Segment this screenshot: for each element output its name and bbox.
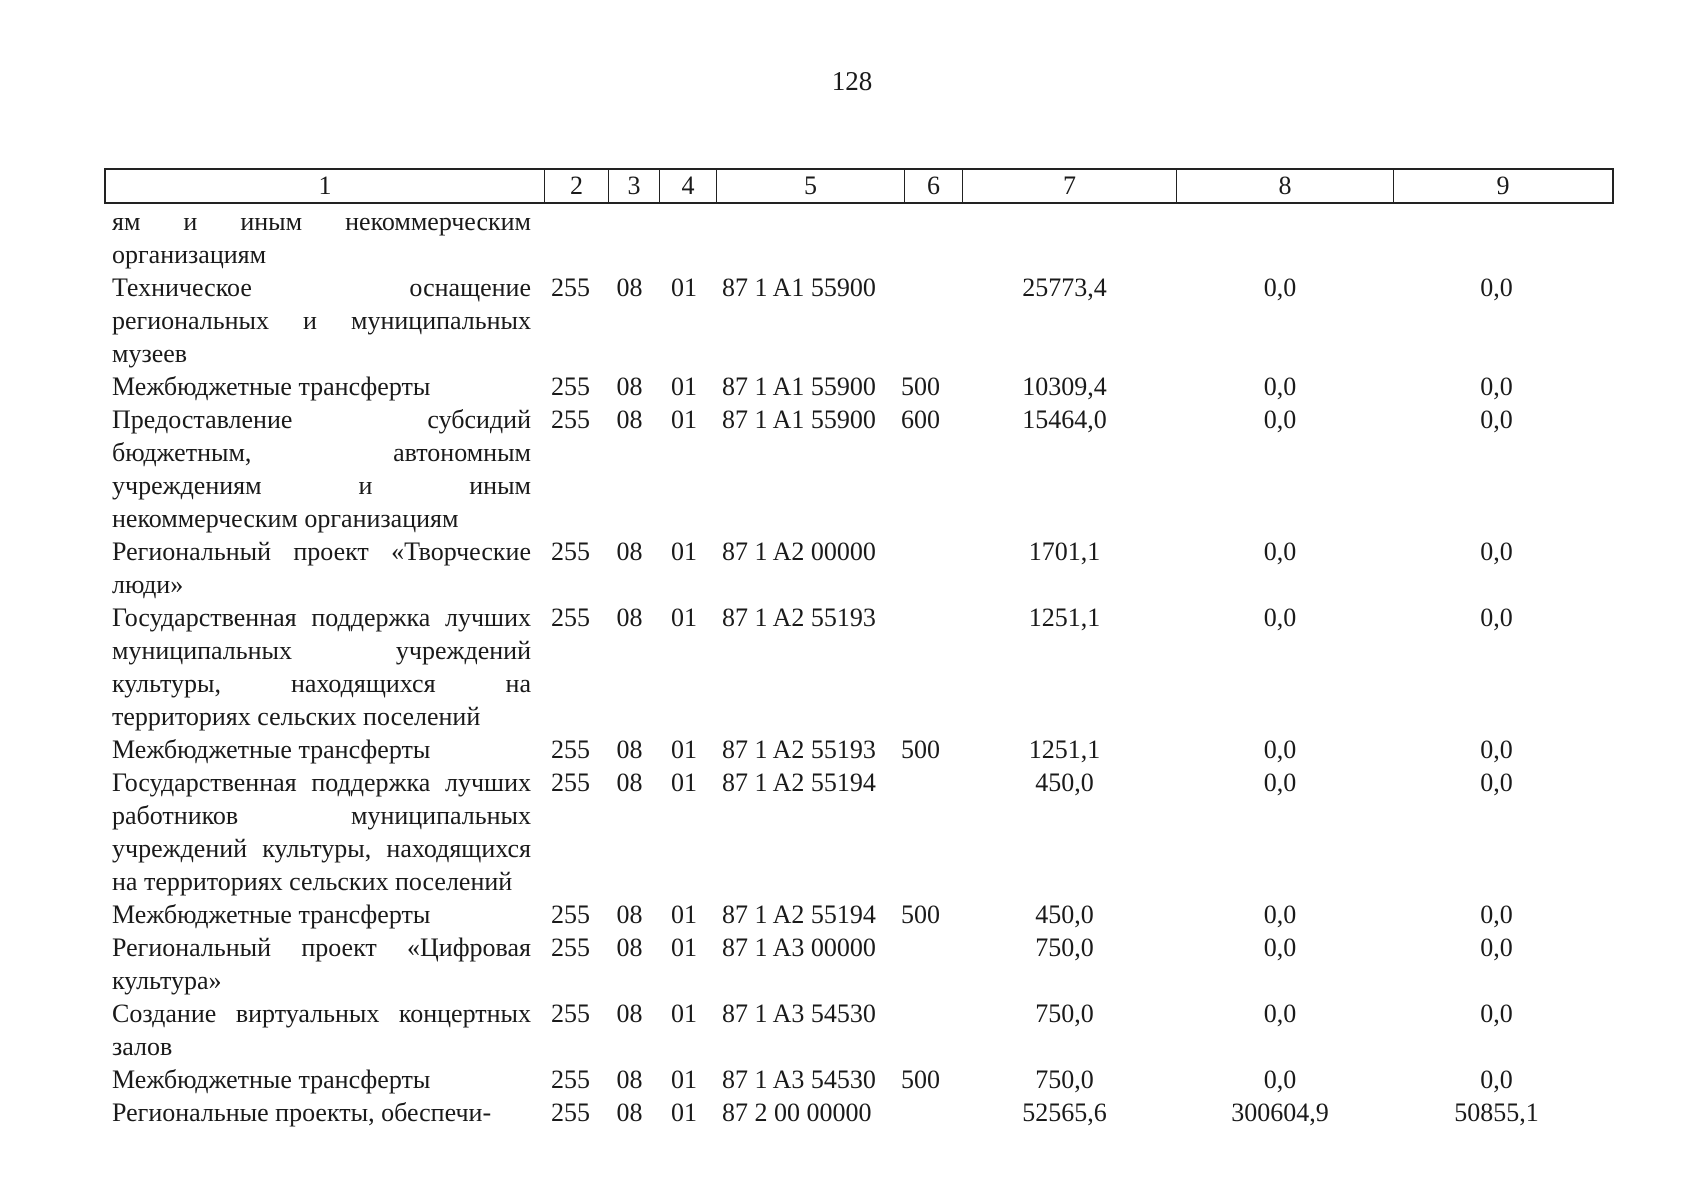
row-col-7: 750,0 xyxy=(1035,999,1094,1028)
row-col-2: 255 xyxy=(551,273,590,302)
row-col-4 xyxy=(655,205,713,271)
row-col-5: 87 1 A2 55193 xyxy=(722,603,876,632)
row-col-5: 87 1 A3 54530 xyxy=(722,999,876,1028)
table-row xyxy=(104,271,1614,370)
row-col-5: 87 1 A2 00000 xyxy=(722,537,876,566)
row-name: Межбюджетные трансферты xyxy=(112,1065,431,1094)
row-col-4: 01 xyxy=(671,537,697,566)
row-col-2: 255 xyxy=(551,1065,590,1094)
row-col-9: 0,0 xyxy=(1480,603,1513,632)
row-col-5: 87 1 A3 54530 xyxy=(722,1065,876,1094)
row-col-8: 0,0 xyxy=(1263,933,1297,962)
row-col-8: 0,0 xyxy=(1263,735,1297,764)
row-col-3: 08 xyxy=(616,735,643,764)
row-col-4: 01 xyxy=(671,273,697,302)
table-body xyxy=(104,205,1614,1129)
row-col-9: 0,0 xyxy=(1480,999,1513,1028)
row-name: Создание виртуальных концертных залов xyxy=(112,999,531,1061)
page-number: 128 xyxy=(831,66,873,96)
row-col-3: 08 xyxy=(616,273,643,302)
table-row xyxy=(104,1063,1614,1096)
row-col-9: 0,0 xyxy=(1480,273,1513,302)
row-col-6: 500 xyxy=(901,1065,940,1094)
row-col-3: 08 xyxy=(616,1065,643,1094)
row-name: Региональный проект «Цифровая культура» xyxy=(112,933,531,995)
row-col-4: 01 xyxy=(671,1065,697,1094)
row-name: Предоставление субсидий бюджетным, автономным учреждениям и иным некоммерческим организациям xyxy=(112,405,531,533)
row-col-5 xyxy=(713,205,900,271)
row-col-3: 08 xyxy=(616,900,643,929)
row-col-9: 0,0 xyxy=(1480,933,1513,962)
row-name: ям и иным некоммерческим организациям xyxy=(112,207,531,269)
row-col-5: 87 1 A1 55900 xyxy=(722,273,876,302)
row-col-7: 1251,1 xyxy=(1028,603,1101,632)
row-col-2: 255 xyxy=(551,405,590,434)
table-row xyxy=(104,898,1614,931)
row-col-7: 1701,1 xyxy=(1028,537,1101,566)
row-col-6 xyxy=(900,535,958,601)
row-col-5: 87 1 A1 55900 xyxy=(722,372,876,401)
row-col-6 xyxy=(900,997,958,1063)
header-col-8: 8 xyxy=(1177,170,1394,202)
table-row xyxy=(104,1096,1614,1129)
row-col-6: 500 xyxy=(901,900,940,929)
table-row xyxy=(104,205,1614,271)
row-name: Межбюджетные трансферты xyxy=(112,735,431,764)
table-row xyxy=(104,733,1614,766)
row-col-2: 255 xyxy=(551,537,590,566)
row-col-3 xyxy=(604,205,655,271)
row-col-5: 87 1 A2 55194 xyxy=(722,768,876,797)
row-col-6 xyxy=(900,931,958,997)
row-col-5: 87 1 A2 55194 xyxy=(722,900,876,929)
table-row xyxy=(104,403,1614,535)
row-col-5: 87 1 A1 55900 xyxy=(722,405,876,434)
header-col-4: 4 xyxy=(660,170,717,202)
row-col-3: 08 xyxy=(616,1098,643,1127)
row-col-7: 25773,4 xyxy=(1022,273,1107,302)
row-col-9: 0,0 xyxy=(1480,372,1513,401)
row-col-7: 52565,6 xyxy=(1022,1098,1107,1127)
table-row xyxy=(104,535,1614,601)
row-col-3: 08 xyxy=(616,537,643,566)
row-col-3: 08 xyxy=(616,603,643,632)
row-name: Межбюджетные трансферты xyxy=(112,372,431,401)
row-col-4: 01 xyxy=(671,1098,697,1127)
row-col-9: 0,0 xyxy=(1480,768,1513,797)
row-col-8: 0,0 xyxy=(1263,603,1297,632)
row-col-2: 255 xyxy=(551,900,590,929)
row-col-9: 0,0 xyxy=(1480,735,1513,764)
row-name: Государственная поддержка лучших работников муниципальных учреждений культуры, находящихся на территориях сельских поселений xyxy=(112,768,531,896)
header-col-6: 6 xyxy=(905,170,963,202)
row-col-9: 0,0 xyxy=(1480,900,1513,929)
row-col-6 xyxy=(900,601,958,733)
row-col-3: 08 xyxy=(616,933,643,962)
table-header xyxy=(104,168,1614,204)
row-col-4: 01 xyxy=(671,999,697,1028)
row-col-8: 0,0 xyxy=(1263,537,1297,566)
header-col-3: 3 xyxy=(609,170,660,202)
table-row xyxy=(104,601,1614,733)
row-col-7 xyxy=(958,205,1171,271)
row-col-9: 0,0 xyxy=(1480,405,1513,434)
header-col-2: 2 xyxy=(545,170,609,202)
row-col-6 xyxy=(900,271,958,370)
header-col-9: 9 xyxy=(1496,171,1510,200)
header-col-1: 1 xyxy=(106,170,545,202)
row-name: Техническое оснащение региональных и муниципальных музеев xyxy=(112,273,531,368)
row-col-2 xyxy=(537,205,604,271)
row-col-2: 255 xyxy=(551,735,590,764)
row-col-9: 50855,1 xyxy=(1454,1098,1539,1127)
row-col-8: 0,0 xyxy=(1263,900,1297,929)
row-col-7: 15464,0 xyxy=(1022,405,1107,434)
row-name: Региональные проекты, обеспечи- xyxy=(112,1098,492,1127)
row-col-2: 255 xyxy=(551,999,590,1028)
row-col-6: 500 xyxy=(901,372,940,401)
row-col-3: 08 xyxy=(616,768,643,797)
row-col-8 xyxy=(1171,205,1389,271)
row-col-6 xyxy=(900,766,958,898)
row-col-2: 255 xyxy=(551,603,590,632)
row-col-7: 750,0 xyxy=(1035,933,1094,962)
row-col-5: 87 1 A3 00000 xyxy=(722,933,876,962)
row-col-7: 10309,4 xyxy=(1022,372,1107,401)
row-col-3: 08 xyxy=(616,405,643,434)
row-col-4: 01 xyxy=(671,900,697,929)
row-col-8: 0,0 xyxy=(1263,273,1297,302)
row-col-9: 0,0 xyxy=(1480,537,1513,566)
row-col-2: 255 xyxy=(551,933,590,962)
header-col-7: 7 xyxy=(963,170,1177,202)
row-col-8: 300604,9 xyxy=(1231,1098,1329,1127)
row-name: Государственная поддержка лучших муниципальных учреждений культуры, находящихся на территориях сельских поселений xyxy=(112,603,531,731)
row-col-2: 255 xyxy=(551,372,590,401)
table-row xyxy=(104,997,1614,1063)
row-name: Межбюджетные трансферты xyxy=(112,900,431,929)
row-col-4: 01 xyxy=(671,735,697,764)
row-col-6: 500 xyxy=(901,735,940,764)
row-col-4: 01 xyxy=(671,372,697,401)
row-name: Региональный проект «Творческие люди» xyxy=(112,537,531,599)
row-col-8: 0,0 xyxy=(1263,372,1297,401)
row-col-9 xyxy=(1389,205,1604,271)
row-col-4: 01 xyxy=(671,933,697,962)
row-col-4: 01 xyxy=(671,768,697,797)
row-col-6: 600 xyxy=(901,405,940,434)
row-col-4: 01 xyxy=(671,603,697,632)
row-col-7: 1251,1 xyxy=(1028,735,1101,764)
table-row xyxy=(104,931,1614,997)
row-col-2: 255 xyxy=(551,768,590,797)
row-col-8: 0,0 xyxy=(1263,405,1297,434)
row-col-8: 0,0 xyxy=(1263,1065,1297,1094)
row-col-7: 450,0 xyxy=(1035,900,1094,929)
row-col-5: 87 2 00 00000 xyxy=(722,1098,872,1127)
row-col-9: 0,0 xyxy=(1480,1065,1513,1094)
row-col-7: 450,0 xyxy=(1035,768,1094,797)
row-col-8: 0,0 xyxy=(1263,768,1297,797)
table-row xyxy=(104,370,1614,403)
row-col-7: 750,0 xyxy=(1035,1065,1094,1094)
row-col-6 xyxy=(900,205,958,271)
row-col-2: 255 xyxy=(551,1098,590,1127)
header-col-5: 5 xyxy=(717,170,905,202)
row-col-4: 01 xyxy=(671,405,697,434)
row-col-5: 87 1 A2 55193 xyxy=(722,735,876,764)
row-col-6 xyxy=(900,1096,958,1129)
row-col-3: 08 xyxy=(616,999,643,1028)
row-col-3: 08 xyxy=(616,372,643,401)
table-row xyxy=(104,766,1614,898)
row-col-8: 0,0 xyxy=(1263,999,1297,1028)
